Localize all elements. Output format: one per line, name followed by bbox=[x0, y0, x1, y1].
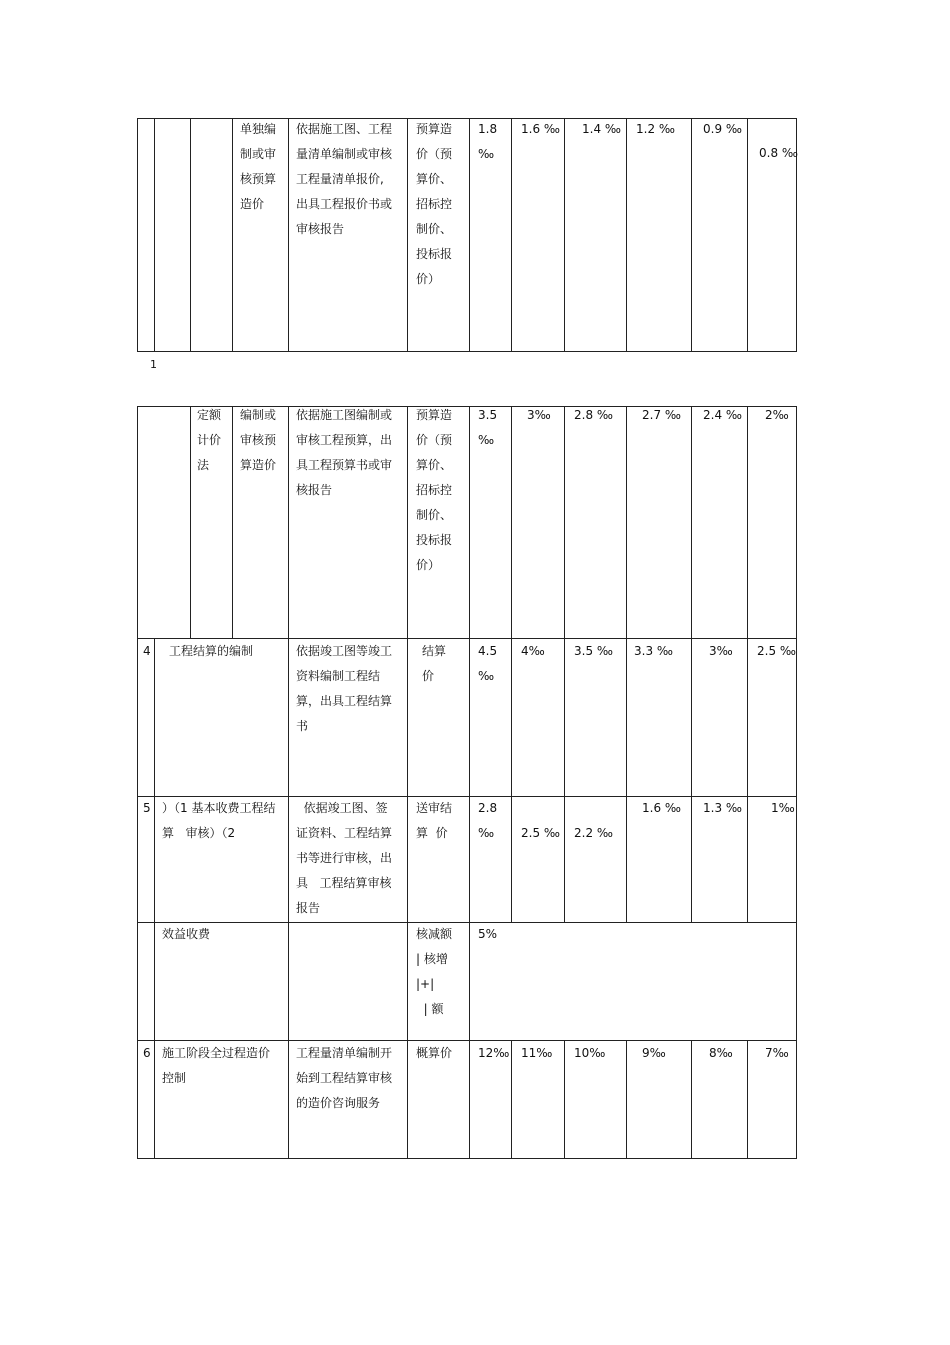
rate-cell-1: 3.5 ‰ bbox=[478, 408, 498, 447]
work-content-cell: 依据竣工图等竣工 资料编制工程结 算，出具工程结算 书 bbox=[296, 644, 393, 733]
rate-cell-6: 7‰ bbox=[765, 1046, 789, 1060]
work-content-cell: 依据施工图、工程 量清单编制或审核 工程量清单报价, 出具工程报价书或 审核报告 bbox=[296, 122, 393, 236]
page-number: 1 bbox=[150, 358, 157, 371]
service-name-cell: 施工阶段全过程造价 控制 bbox=[162, 1046, 271, 1085]
rate-cell-2: 11‰ bbox=[521, 1046, 553, 1060]
fee-basis-cell: 概算价 bbox=[416, 1046, 453, 1060]
rate-cell-6: 2‰ bbox=[765, 408, 789, 422]
service-name-cell: 效益收费 bbox=[162, 927, 211, 941]
item-cell: 单独编 制或审 核预算 造价 bbox=[240, 122, 277, 211]
row-number: 5 bbox=[143, 801, 151, 815]
fee-basis-cell: 预算造 价（预 算价、 招标控 制价、 投标报 价） bbox=[416, 408, 453, 572]
rate-cell-2: 4‰ bbox=[521, 644, 545, 658]
fee-basis-cell: 送审结 算 价 bbox=[416, 801, 453, 840]
rate-cell-4: 9‰ bbox=[642, 1046, 666, 1060]
rate-cell-1: 1.8 ‰ bbox=[478, 122, 498, 161]
rate-cell-6: 0.8 ‰ bbox=[759, 146, 798, 160]
rate-cell-6: 1‰ bbox=[771, 801, 795, 815]
rate-cell-1: 2.8 ‰ bbox=[478, 801, 498, 840]
method-cell: 定额 计价 法 bbox=[197, 408, 222, 472]
rate-cell-1: 4.5 ‰ bbox=[478, 644, 498, 683]
item-cell: 编制或 审核预 算造价 bbox=[240, 408, 277, 472]
row-number: 6 bbox=[143, 1046, 151, 1060]
work-content-cell: 依据竣工图、签 证资料、工程结算 书等进行审核，出 具 工程结算审核 报告 bbox=[296, 801, 393, 915]
rate-cell: 5% bbox=[478, 927, 498, 941]
rate-cell-4: 2.7 ‰ bbox=[642, 408, 681, 422]
rate-cell-4: 1.6 ‰ bbox=[642, 801, 681, 815]
fee-basis-cell: 结算 价 bbox=[422, 644, 447, 683]
rate-cell-2: 2.5 ‰ bbox=[521, 826, 560, 840]
service-name-cell: 工程结算的编制 bbox=[169, 644, 254, 658]
rate-cell-3: 1.4 ‰ bbox=[582, 122, 621, 136]
rate-cell-3: 3.5 ‰ bbox=[574, 644, 613, 658]
rate-cell-1: 12‰ bbox=[478, 1046, 510, 1060]
fee-basis-cell: 核减额 | 核增 |+| | 额 bbox=[416, 927, 453, 1016]
fee-basis-cell: 预算造 价（预 算价、 招标控 制价、 投标报 价） bbox=[416, 122, 453, 286]
work-content-cell: 工程量清单编制开 始到工程结算审核 的造价咨询服务 bbox=[296, 1046, 393, 1110]
rate-cell-5: 3‰ bbox=[709, 644, 733, 658]
work-content-cell: 依据施工图编制或 审核工程预算，出 具工程预算书或审 核报告 bbox=[296, 408, 393, 497]
rate-cell-5: 0.9 ‰ bbox=[703, 122, 742, 136]
rate-cell-3: 2.8 ‰ bbox=[574, 408, 613, 422]
rate-cell-5: 2.4 ‰ bbox=[703, 408, 742, 422]
rate-cell-2: 1.6 ‰ bbox=[521, 122, 560, 136]
row-number: 4 bbox=[143, 644, 151, 658]
rate-cell-5: 8‰ bbox=[709, 1046, 733, 1060]
rate-cell-4: 3.3 ‰ bbox=[634, 644, 673, 658]
rate-cell-2: 3‰ bbox=[527, 408, 551, 422]
rate-cell-3: 10‰ bbox=[574, 1046, 606, 1060]
rate-cell-3: 2.2 ‰ bbox=[574, 826, 613, 840]
rate-cell-5: 1.3 ‰ bbox=[703, 801, 742, 815]
service-name-cell: ）（1 基本收费工程结 算 审核）（2 bbox=[162, 801, 276, 840]
rate-cell-6: 2.5 ‰ bbox=[757, 644, 796, 658]
rate-cell-4: 1.2 ‰ bbox=[636, 122, 675, 136]
